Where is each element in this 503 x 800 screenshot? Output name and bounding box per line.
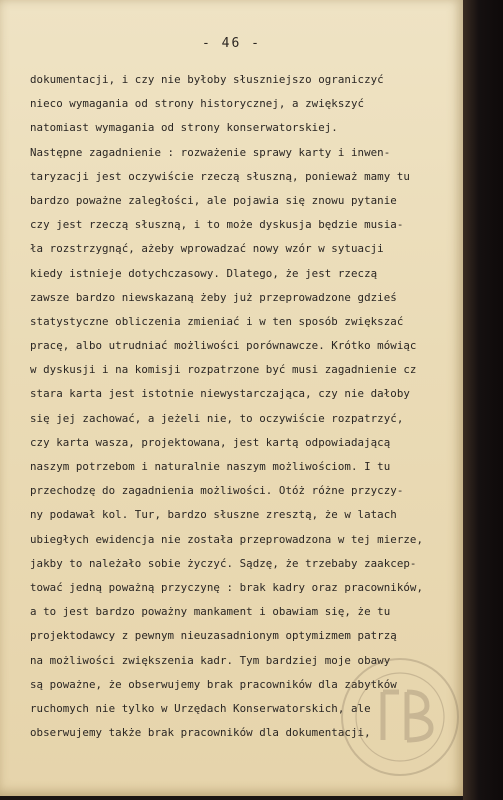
text-line: czy karta wasza, projektowana, jest kartą odpowiadającą	[30, 435, 391, 449]
text-line: naszym potrzebom i naturalnie naszym możliwościom. I tu	[30, 460, 391, 473]
text-line: bardzo poważne zaległości, ale pojawia się znowu pytanie	[30, 193, 397, 207]
text-line: są poważne, że obserwujemy brak pracowników dla zabytków	[30, 677, 397, 691]
page-binding-edge	[463, 0, 503, 800]
text-line: dokumentacji, i czy nie byłoby słuszniejszo ograniczyć	[30, 73, 384, 86]
text-line: ubiegłych ewidencja nie została przeprowadzona w tej mierze,	[30, 532, 424, 546]
text-line: statystyczne obliczenia zmieniać i w ten sposób zwiększać	[30, 314, 404, 328]
text-line: przechodzę do zagadnienia możliwości. Otóż różne przyczy-	[30, 484, 404, 498]
text-line: a to jest bardzo poważny mankament i obawiam się, że tu	[30, 605, 391, 619]
text-line: kiedy istnieje dotychczasowy. Dlatego, że jest rzeczą	[30, 266, 378, 280]
text-line: pracę, albo utrudniać możliwości porównawcze. Krótko mówiąc	[30, 339, 417, 353]
text-line: obserwujemy także brak pracowników dla dokumentacji,	[30, 726, 371, 740]
typed-body-text	[30, 68, 458, 745]
text-line: natomiast wymagania od strony konserwatorskiej.	[30, 121, 338, 135]
text-line: ła rozstrzygnąć, ażeby wprowadzać nowy wzór w sytuacji	[30, 242, 384, 256]
text-line: ruchomych nie tylko w Urzędach Konserwatorskich, ale	[30, 701, 371, 715]
text-line: Następne zagadnienie : rozważenie sprawy karty i inwen-	[30, 145, 391, 159]
text-line: czy jest rzeczą słuszną, i to może dyskusja będzie musia-	[30, 218, 404, 232]
text-line: ny podawał kol. Tur, bardzo słuszne zresztą, że w latach	[30, 508, 397, 522]
text-line: zawsze bardzo niewskazaną żeby już przeprowadzone gdzieś	[30, 290, 397, 304]
text-line: na możliwości zwiększenia kadr. Tym bardziej moje obawy	[30, 653, 391, 667]
text-line: jakby to należało sobie życzyć. Sądzę, że trzebaby zaakcep-	[30, 556, 417, 570]
text-line: nieco wymagania od strony historycznej, a zwiększyć	[30, 97, 365, 111]
text-line: taryzacji jest oczywiście rzeczą słuszną, ponieważ mamy tu	[30, 169, 410, 183]
text-line: się jej zachować, a jeżeli nie, to oczywiście rozpatrzyć,	[30, 411, 404, 425]
text-line: projektodawcy z pewnym nieuzasadnionym optymizmem patrzą	[30, 629, 397, 643]
text-line: tować jedną poważną przyczynę : brak kadry oraz pracowników,	[30, 580, 424, 594]
text-line: stara karta jest istotnie niewystarczająca, czy nie dałoby	[30, 387, 410, 401]
text-line: w dyskusji i na komisji rozpatrzone być musi zagadnienie cz	[30, 363, 417, 377]
page-number: - 46 -	[202, 36, 261, 51]
